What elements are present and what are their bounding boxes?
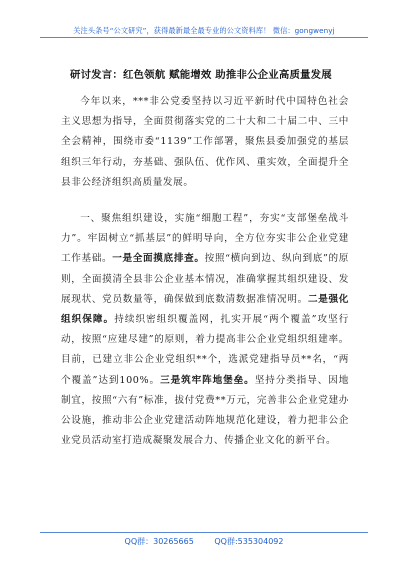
footer-divider <box>40 532 368 533</box>
document-body <box>61 92 349 451</box>
footer-qq-group-1: QQ群：30265665 <box>124 537 194 546</box>
page-title: 研讨发言：红色领航 赋能增效 助推非公企业高质量发展 <box>70 69 332 81</box>
point-two-text: 持续织密组织覆盖网，扎实开展“两个覆盖”攻坚行动，按照“应建尽建”的原则，着力提高非公企业党组织组建率。目前，已建立非公企业党组织**个，选派党建指导员**名，“两个覆盖”达到100%。 <box>61 314 350 386</box>
section-one-lead: 一、聚焦组织建设，实施“细胞工程”，夯实“支部堡垒战斗力”。牢固树立“抓基层”的鲜明导向，全方位夯实非公企业党建工作基础。 <box>61 213 349 265</box>
point-one-heading: 一是全面摸底排查。 <box>112 253 205 265</box>
paragraph-intro: 今年以来，***非公党委坚持以习近平新时代中国特色社会主义思想为指导，全面贯彻落实党的二十大和二十届二中、三中全会精神，围绕市委“1139”工作部署，聚焦县委加强党的基层组织三年行动，夯基础、强队伍、优作风、重实效，全面提升全县非公经济组织高质量发展。 <box>61 96 349 188</box>
paragraph-section-one <box>61 209 349 451</box>
footer-qq-group-2: QQ群:535304092 <box>214 537 284 546</box>
footer-contacts <box>0 536 408 547</box>
header-note: 关注头条号“公文研究”，获得最新最全最专业的公文资料库！ 微信：gongwenyj <box>73 26 335 35</box>
header-divider <box>40 37 368 38</box>
point-three-heading: 三是筑牢阵地堡垒。 <box>160 374 255 386</box>
point-two-heading: 二是强化组织保障。 <box>61 293 349 326</box>
point-three-text: 坚持分类指导、因地制宜，按照“六有”标准，拔付党费**万元，完善非公企业党建办公设施，推动非公企业党建活动阵地规范化建设，着力把非公企业党员活动室打造成凝聚发展合力、传播企业文化的新平台。 <box>61 374 349 447</box>
point-one-text: 按照“横向到边、纵向到底”的原则，全面摸清全县非公企业基本情况，准确掌握其组织建设、发展现状、党员数量等，确保做到底数清数据准情况明。 <box>61 253 349 305</box>
